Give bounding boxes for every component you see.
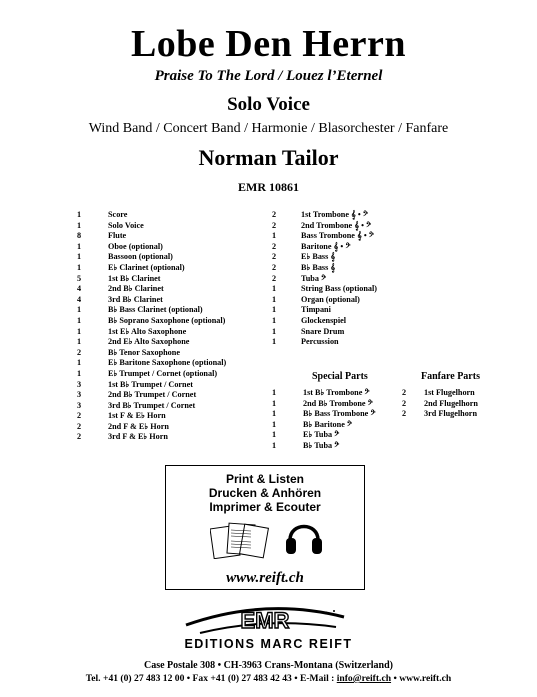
part-row — [272, 242, 377, 253]
part-quantity: 2 — [272, 262, 277, 272]
part-name: Baritone 𝄞 • 𝄢 — [301, 241, 351, 251]
parts-list-left — [77, 210, 226, 443]
part-quantity: 1 — [272, 326, 277, 336]
part-quantity: 3 — [77, 400, 82, 410]
part-name: B♭ Bass 𝄞 — [301, 262, 336, 272]
part-name: Tuba 𝄢 — [301, 273, 327, 283]
part-name: B♭ Tenor Saxophone — [108, 347, 180, 357]
part-quantity: 2 — [272, 241, 277, 251]
part-name: 1st B♭ Clarinet — [108, 273, 161, 283]
part-quantity: 1 — [77, 220, 82, 230]
part-row — [77, 274, 226, 285]
part-name: 2nd F & E♭ Horn — [108, 421, 169, 431]
part-name: B♭ Bass Clarinet (optional) — [108, 305, 203, 315]
part-quantity: 1 — [77, 241, 82, 251]
part-quantity: 1 — [77, 210, 82, 219]
contact-phone-fax: Tel. +41 (0) 27 483 12 00 • Fax +41 (0) 27 483 42 43 • E-Mail : — [85, 673, 337, 684]
part-name: B♭ Tuba 𝄢 — [303, 440, 340, 450]
promo-url[interactable]: www.reift.ch — [226, 570, 304, 586]
fanfare-parts-list — [402, 388, 478, 420]
part-row — [77, 295, 226, 306]
part-quantity: 1 — [272, 409, 277, 419]
part-row — [77, 390, 226, 401]
part-row — [402, 409, 478, 420]
part-name: 1st Trombone 𝄞 • 𝄢 — [301, 210, 369, 219]
part-name: E♭ Trumpet / Cornet (optional) — [108, 368, 218, 378]
part-row — [77, 221, 226, 232]
part-name: E♭ Clarinet (optional) — [108, 262, 185, 272]
part-row — [272, 327, 377, 338]
part-name: 1st Flugelhorn — [424, 388, 475, 397]
part-row — [77, 210, 226, 221]
part-row — [77, 369, 226, 380]
part-row — [402, 388, 478, 399]
part-name: Glockenspiel — [301, 315, 347, 325]
part-quantity: 1 — [272, 294, 277, 304]
part-row — [77, 284, 226, 295]
part-quantity: 1 — [272, 398, 277, 408]
part-row — [77, 422, 226, 433]
part-row — [272, 316, 377, 327]
part-row — [77, 263, 226, 274]
part-name: 2nd B♭ Clarinet — [108, 284, 164, 294]
part-row — [77, 327, 226, 338]
part-quantity: 1 — [77, 358, 82, 368]
part-row — [272, 221, 377, 232]
part-quantity: 1 — [77, 252, 82, 262]
band-types: Wind Band / Concert Band / Harmonie / Blasorchester / Fanfare — [88, 121, 449, 136]
composer-name: Norman Tailor — [198, 145, 339, 170]
part-row — [77, 411, 226, 422]
part-quantity: 2 — [402, 409, 407, 419]
part-quantity: 1 — [77, 326, 82, 336]
part-quantity: 5 — [77, 273, 82, 283]
part-name: 1st E♭ Alto Saxophone — [108, 326, 187, 336]
part-name: 1st F & E♭ Horn — [108, 411, 166, 421]
catalog-number: EMR 10861 — [238, 180, 299, 194]
part-row — [77, 358, 226, 369]
part-quantity: 1 — [77, 305, 82, 315]
part-name: Organ (optional) — [301, 294, 360, 304]
part-name: Bassoon (optional) — [108, 252, 173, 262]
part-row — [77, 401, 226, 412]
part-row — [77, 380, 226, 391]
part-name: Timpani — [301, 305, 331, 315]
part-name: Score — [108, 210, 128, 219]
part-row — [272, 337, 377, 348]
part-name: String Bass (optional) — [301, 284, 377, 294]
part-quantity: 2 — [272, 220, 277, 230]
promo-line-print-listen: Print & Listen — [225, 472, 304, 486]
part-quantity: 2 — [402, 388, 407, 397]
part-name: E♭ Bass 𝄞 — [301, 252, 336, 262]
part-quantity: 1 — [272, 430, 277, 440]
part-quantity: 1 — [272, 284, 277, 294]
parts-list-right — [272, 210, 377, 348]
publisher-name: EDITIONS MARC REIFT — [184, 637, 353, 651]
part-name: Bass Trombone 𝄞 • 𝄢 — [301, 231, 375, 241]
part-row — [272, 399, 376, 410]
part-name: 3rd F & E♭ Horn — [108, 432, 168, 442]
part-row — [272, 420, 376, 431]
fanfare-parts-header: Fanfare Parts — [421, 371, 480, 382]
part-row — [272, 388, 376, 399]
part-quantity: 2 — [77, 411, 82, 421]
part-row — [272, 263, 377, 274]
part-quantity: 1 — [272, 315, 277, 325]
publisher-contact — [0, 673, 537, 684]
part-row — [272, 274, 377, 285]
part-quantity: 1 — [272, 388, 277, 397]
part-quantity: 2 — [77, 432, 82, 442]
part-quantity: 1 — [272, 419, 277, 429]
part-quantity: 2 — [272, 252, 277, 262]
part-row — [77, 231, 226, 242]
part-name: 1st B♭ Trumpet / Cornet — [108, 379, 193, 389]
part-quantity: 1 — [272, 440, 277, 450]
part-quantity: 1 — [272, 231, 277, 241]
emr-logo-text: EMR — [240, 608, 290, 633]
part-name: 2nd B♭ Trombone 𝄢 — [303, 398, 373, 408]
part-name: E♭ Baritone Saxophone (optional) — [108, 358, 227, 368]
part-row — [77, 348, 226, 359]
score-title: Lobe Den Herrn — [130, 23, 407, 65]
part-quantity: 2 — [77, 347, 82, 357]
part-name: 2nd Trombone 𝄞 • 𝄢 — [301, 220, 372, 230]
part-row — [272, 284, 377, 295]
part-name: Oboe (optional) — [108, 241, 163, 251]
part-row — [77, 242, 226, 253]
part-row — [272, 305, 377, 316]
contact-website: • www.reift.ch — [391, 673, 452, 684]
sheet-music-icon — [210, 521, 270, 559]
special-parts-list — [272, 388, 376, 452]
part-name: B♭ Baritone 𝄢 — [303, 419, 353, 429]
part-row — [77, 337, 226, 348]
part-name: E♭ Tuba 𝄢 — [303, 430, 340, 440]
part-row — [272, 231, 377, 242]
emr-logo-icon — [176, 603, 354, 635]
part-row — [272, 430, 376, 441]
part-row — [272, 295, 377, 306]
score-subtitle: Praise To The Lord / Louez l’Eternel — [154, 68, 383, 84]
part-row — [402, 399, 478, 410]
part-quantity: 1 — [77, 315, 82, 325]
part-name: 2nd Flugelhorn — [424, 398, 478, 408]
promo-line-drucken: Drucken & Anhören — [208, 486, 322, 500]
promo-line-imprimer: Imprimer & Ecouter — [209, 500, 321, 514]
part-name: 3rd Flugelhorn — [424, 409, 477, 419]
part-quantity: 3 — [77, 379, 82, 389]
special-parts-header: Special Parts — [312, 371, 368, 382]
part-quantity: 1 — [77, 368, 82, 378]
part-quantity: 4 — [77, 284, 82, 294]
print-listen-box[interactable] — [165, 465, 365, 590]
part-quantity: 1 — [77, 337, 82, 347]
part-row — [272, 210, 377, 221]
part-row — [77, 252, 226, 263]
part-quantity: 2 — [272, 210, 277, 219]
part-name: 2nd B♭ Trumpet / Cornet — [108, 390, 197, 400]
part-quantity: 1 — [77, 262, 82, 272]
part-row — [272, 409, 376, 420]
part-name: B♭ Soprano Saxophone (optional) — [108, 315, 226, 325]
part-name: 1st B♭ Trombone 𝄢 — [303, 388, 370, 397]
part-quantity: 3 — [77, 390, 82, 400]
part-quantity: 1 — [272, 305, 277, 315]
part-name: Percussion — [301, 337, 339, 347]
publisher-address: Case Postale 308 • CH-3963 Crans-Montana (Switzerland) — [143, 660, 394, 671]
part-quantity: 2 — [272, 273, 277, 283]
part-name: 3rd B♭ Clarinet — [108, 294, 163, 304]
part-row — [77, 316, 226, 327]
part-name: Flute — [108, 231, 127, 241]
part-row — [77, 432, 226, 443]
part-quantity: 2 — [77, 421, 82, 431]
part-quantity: 4 — [77, 294, 82, 304]
part-quantity: 1 — [272, 337, 277, 347]
headphones-icon — [284, 514, 324, 558]
part-name: B♭ Bass Trombone 𝄢 — [303, 409, 376, 419]
solo-voice-label: Solo Voice — [227, 94, 310, 115]
part-quantity: 8 — [77, 231, 82, 241]
contact-email-link[interactable]: info@reift.ch — [336, 673, 392, 684]
part-row — [272, 252, 377, 263]
part-row — [272, 441, 376, 452]
part-quantity: 2 — [402, 398, 407, 408]
part-name: 3rd B♭ Trumpet / Cornet — [108, 400, 196, 410]
part-name: Snare Drum — [301, 326, 345, 336]
part-row — [77, 305, 226, 316]
part-name: Solo Voice — [108, 220, 144, 230]
part-name: 2nd E♭ Alto Saxophone — [108, 337, 190, 347]
